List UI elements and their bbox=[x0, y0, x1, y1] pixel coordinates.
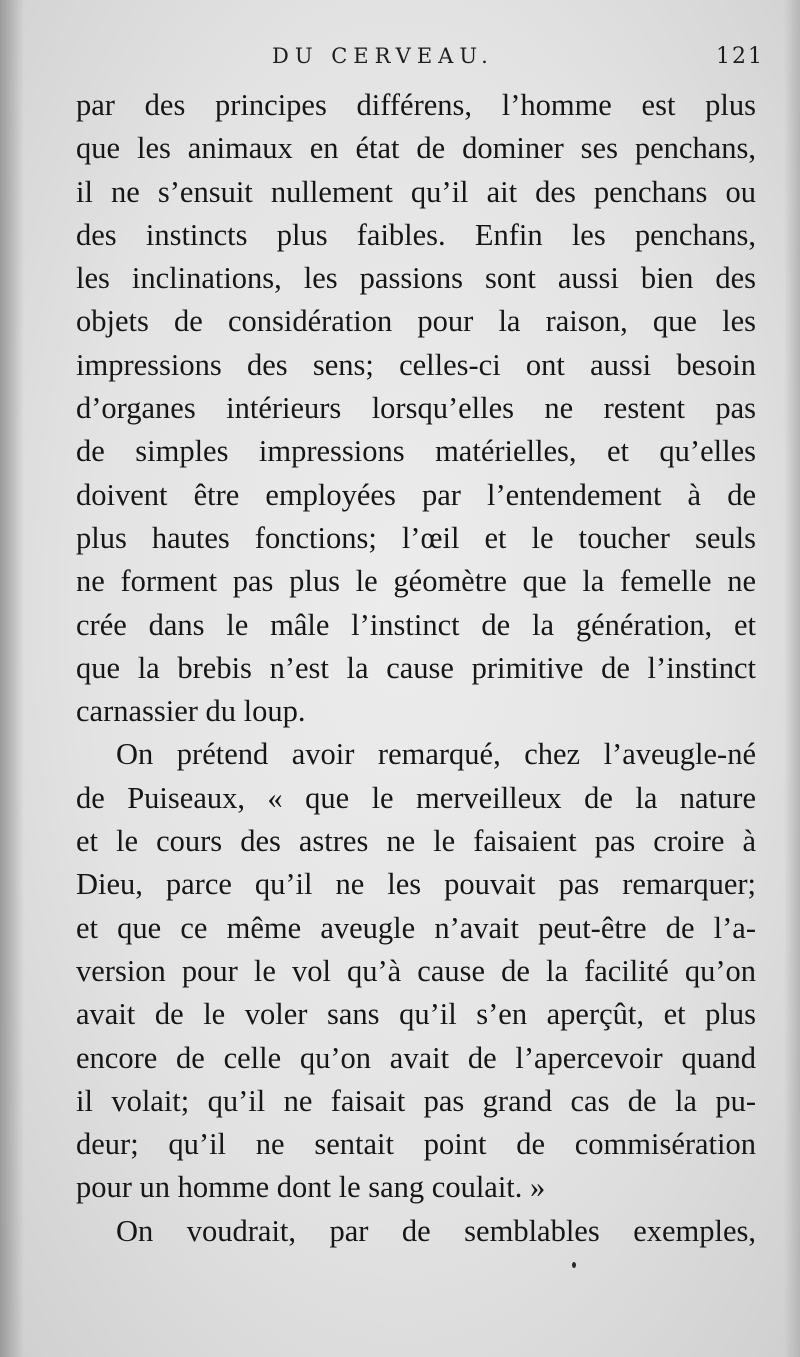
text-line: encore de celle qu’on avait de l’apercevoir quand bbox=[76, 1040, 756, 1075]
text-line: et que ce même aveugle n’avait peut-être de l’a- bbox=[76, 910, 756, 945]
text-line: que la brebis n’est la cause primitive de l’instinct bbox=[76, 650, 756, 685]
text-line: On prétend avoir remarqué, chez l’aveugle-né bbox=[116, 737, 756, 772]
text-line: carnassier du loup. bbox=[76, 694, 306, 729]
text-line: version pour le vol qu’à cause de la facilité qu’on bbox=[76, 953, 756, 988]
text-line: de Puiseaux, « que le merveilleux de la nature bbox=[76, 780, 756, 815]
text-line: il volait; qu’il ne faisait pas grand cas de la pu- bbox=[76, 1083, 756, 1118]
text-line: des instincts plus faibles. Enfin les penchans, bbox=[76, 217, 756, 252]
edge-shadow bbox=[784, 0, 800, 1357]
running-head bbox=[76, 40, 764, 80]
text-line: pour un homme dont le sang coulait. » bbox=[76, 1170, 546, 1205]
text-line: deur; qu’il ne sentait point de commisération bbox=[76, 1127, 756, 1162]
ink-speck bbox=[572, 1262, 576, 1268]
text-line: par des principes différens, l’homme est plus bbox=[76, 88, 756, 122]
gutter-shadow bbox=[0, 0, 24, 1357]
text-line: impressions des sens; celles-ci ont aussi besoin bbox=[76, 347, 756, 382]
text-line: Dieu, parce qu’il ne les pouvait pas remarquer; bbox=[76, 867, 756, 902]
running-head-title: DU CERVEAU. bbox=[272, 44, 494, 68]
text-line: il ne s’ensuit nullement qu’il ait des penchans ou bbox=[76, 174, 756, 209]
text-line: les inclinations, les passions sont aussi bien des bbox=[76, 261, 756, 296]
body-text bbox=[76, 84, 756, 1253]
page-number: 121 bbox=[716, 44, 764, 69]
text-line: d’organes intérieurs lorsqu’elles ne restent pas bbox=[76, 391, 756, 426]
text-line: plus hautes fonctions; l’œil et le toucher seuls bbox=[76, 520, 756, 555]
text-line: avait de le voler sans qu’il s’en aperçût, et plus bbox=[76, 997, 756, 1032]
text-line: On voudrait, par de semblables exemples, bbox=[116, 1213, 756, 1248]
text-line: crée dans le mâle l’instinct de la génération, et bbox=[76, 607, 756, 642]
text-line: que les animaux en état de dominer ses penchans, bbox=[76, 131, 756, 166]
text-line: de simples impressions matérielles, et qu’elles bbox=[76, 434, 756, 469]
text-line: ne forment pas plus le géomètre que la femelle ne bbox=[76, 564, 756, 599]
text-line: doivent être employées par l’entendement à de bbox=[76, 477, 756, 512]
text-line: et le cours des astres ne le faisaient pas croire à bbox=[76, 824, 756, 859]
text-line: objets de considération pour la raison, que les bbox=[76, 304, 756, 339]
